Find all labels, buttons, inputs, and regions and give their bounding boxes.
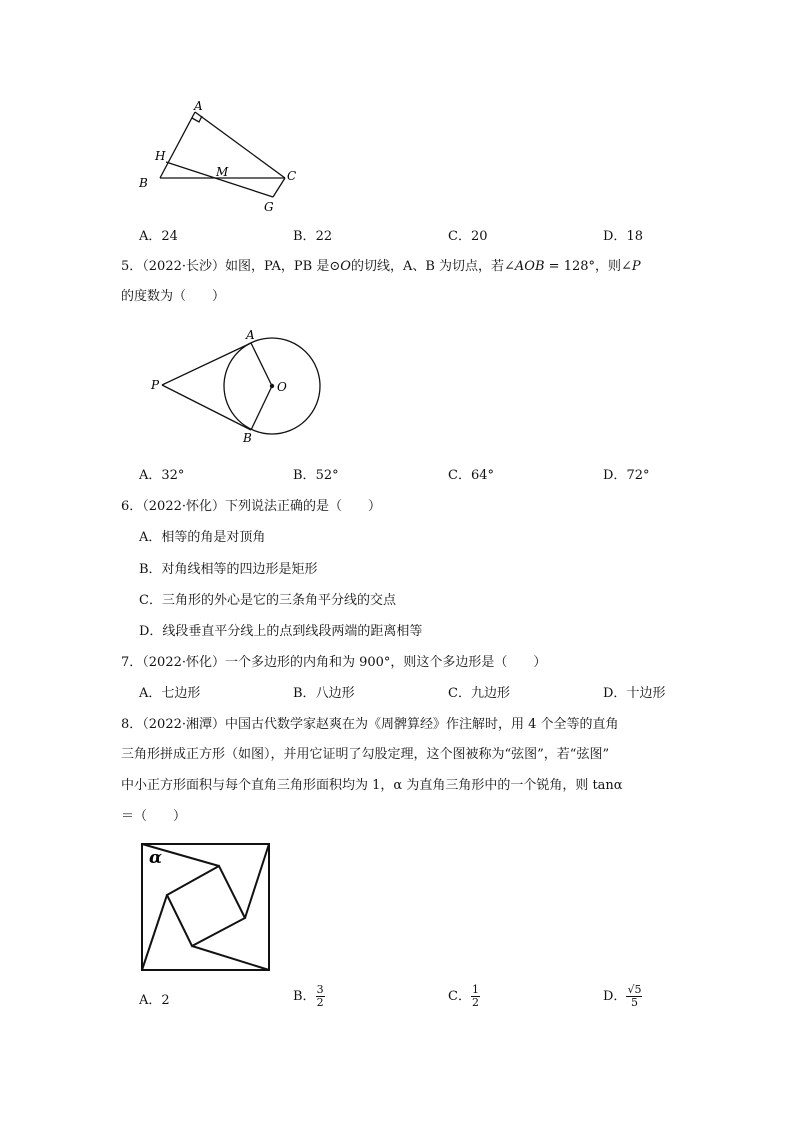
q5-stem-line1: 5．（2022·长沙）如图，PA，PB 是⊙O的切线，A、B 为切点，若∠AOB = 128°，则∠P (121, 259, 641, 274)
right-angle-mark (192, 116, 202, 122)
fraction-3-2: $\frac{3}{2}$ (316, 983, 324, 1009)
q4-option-a: A．24 (139, 229, 178, 244)
label-a: A (194, 99, 203, 113)
q4-option-c: C．20 (448, 229, 488, 244)
label-b: B (243, 431, 252, 445)
radius-oa (251, 343, 272, 386)
label-a: A (246, 328, 255, 342)
q6-option-d: D．线段垂直平分线上的点到线段两端的距离相等 (139, 624, 423, 639)
fraction-sqrt5-5: $\frac{√5}{5}$ (627, 983, 642, 1009)
q8-stem-line4: ＝（ ） (121, 809, 187, 824)
q8-option-d: D． $\frac{√5}{5}$ (603, 983, 642, 1009)
q4-figure (130, 98, 310, 218)
q6-stem: 6．（2022·怀化）下列说法正确的是（ ） (121, 499, 381, 514)
label-m: M (216, 165, 229, 179)
segment-ab (160, 112, 195, 178)
tangent-pa (162, 343, 251, 385)
q4-option-b: B．22 (293, 229, 333, 244)
hyp-line-4 (142, 895, 167, 970)
q8-option-b: B． $\frac{3}{2}$ (293, 983, 324, 1009)
q6-option-b: B．对角线相等的四边形是矩形 (139, 562, 318, 577)
hyp-line-3 (192, 946, 269, 970)
q5-option-d: D．72° (603, 468, 650, 483)
label-o: O (277, 380, 287, 394)
q6-option-a: A．相等的角是对顶角 (139, 530, 266, 545)
q4-option-d: D．18 (603, 229, 643, 244)
segment-cg (273, 178, 285, 197)
label-g: G (264, 200, 274, 214)
radius-ob (251, 386, 272, 430)
label-b: B (139, 176, 148, 190)
center-point (270, 384, 274, 388)
q8-stem-line1: 8．（2022·湘潭）中国古代数学家赵爽在为《周髀算经》作注解时，用 4 个全等的直角 (121, 717, 619, 732)
fraction-1-2: $\frac{1}{2}$ (471, 983, 479, 1009)
segment-ac (195, 112, 285, 178)
tangent-pb (162, 385, 251, 430)
q5-option-b: B．52° (293, 468, 339, 483)
q7-stem: 7．（2022·怀化）一个多边形的内角和为 900°，则这个多边形是（ ） (121, 655, 547, 670)
label-p: P (151, 378, 160, 392)
hyp-line-2 (245, 844, 269, 918)
q7-option-c: C．九边形 (448, 686, 510, 701)
q8-figure (138, 840, 274, 974)
q8-stem-line2: 三角形拼成正方形（如图），并用它证明了勾股定理，这个图被称为“弦图”，若“弦图” (121, 747, 610, 762)
q5-figure (145, 326, 330, 446)
label-c: C (287, 169, 297, 183)
q6-option-c: C．三角形的外心是它的三条角平分线的交点 (139, 593, 396, 608)
q8-option-a: A．2 (139, 993, 170, 1008)
q5-option-c: C．64° (448, 468, 494, 483)
q7-option-a: A．七边形 (139, 686, 201, 701)
q5-option-a: A．32° (139, 468, 185, 483)
q7-option-b: B．八边形 (293, 686, 355, 701)
q8-stem-line3: 中小正方形面积与每个直角三角形面积均为 1，α 为直角三角形中的一个锐角，则 tanα (121, 778, 623, 793)
alpha-label: α (149, 848, 163, 868)
q8-option-c: C． $\frac{1}{2}$ (448, 983, 479, 1009)
label-h: H (155, 149, 166, 163)
inner-square (167, 866, 245, 946)
q7-option-d: D．十边形 (603, 686, 666, 701)
q5-stem-line2: 的度数为（ ） (121, 289, 226, 304)
